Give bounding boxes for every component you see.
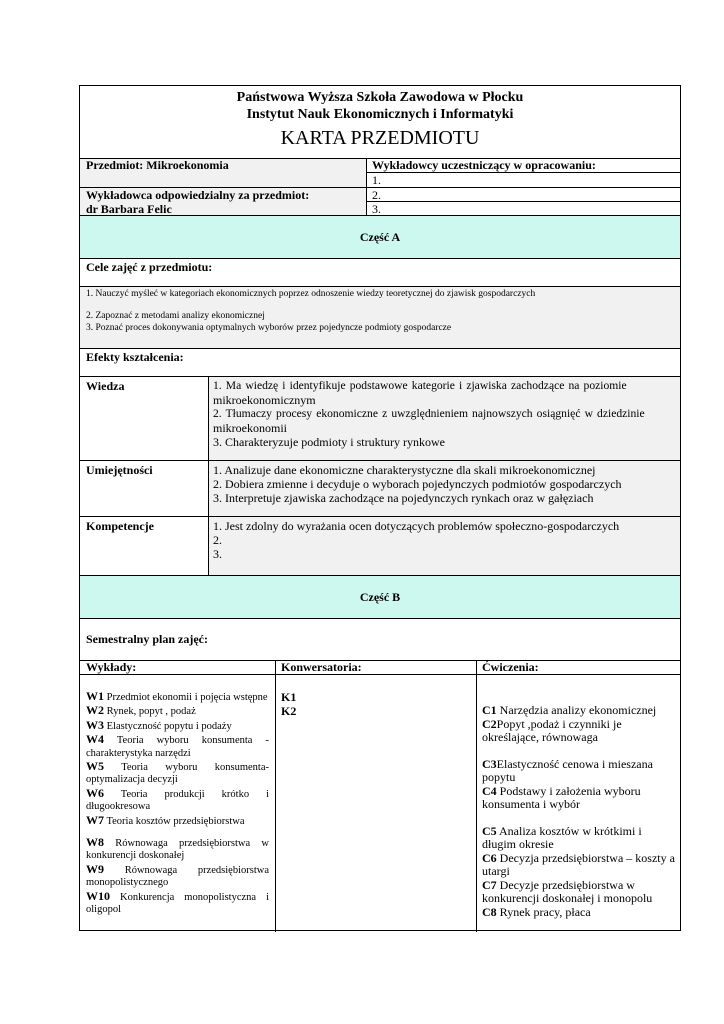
wiedza-label: Wiedza bbox=[86, 379, 125, 393]
exercise-item: C7 Decyzje przedsiębiorstwa w konkurencji doskonałej i monopolu bbox=[482, 877, 653, 905]
lecture-item: W8 Równowaga przedsiębiorstwa w konkurencji doskonałej bbox=[86, 835, 270, 862]
effects-label: Efekty kształcenia: bbox=[86, 350, 184, 364]
goal-2: 2. Zapoznać z metodami analizy ekonomicznej bbox=[86, 311, 265, 321]
responsible-name: dr Barbara Felic bbox=[86, 202, 172, 216]
part-a-title: Część A bbox=[359, 230, 401, 244]
school-name: Państwowa Wyższa Szkoła Zawodowa w Płocku bbox=[236, 90, 524, 105]
kompetencje-line-3: 3. bbox=[213, 547, 222, 561]
lecture-item: W7 Teoria kosztów przedsiębiorstwa bbox=[86, 812, 245, 827]
kompetencje-line-1: 1. Jest zdolny do wyrażania ocen dotyczących problemów społeczno-gospodarczych bbox=[213, 519, 620, 533]
col-lectures-header: Wykłady: bbox=[86, 660, 137, 674]
lecturers-label: Wykładowcy uczestniczący w opracowaniu: bbox=[372, 158, 596, 172]
exercise-item: C8 Rynek pracy, płaca bbox=[482, 904, 591, 919]
institute-name: Instytut Nauk Ekonomicznych i Informatyki bbox=[246, 107, 514, 122]
document-title: KARTA PRZEDMIOTU bbox=[280, 127, 480, 149]
exercise-item: C6 Decyzja przedsiębiorstwa – koszty a utargi bbox=[482, 850, 675, 878]
conversation-item: K1 bbox=[281, 690, 297, 704]
lecture-item: W2 Rynek, popyt , podaż bbox=[86, 703, 196, 718]
wiedza-line-1: 1. Ma wiedzę i identyfikuje podstawowe kategorie i zjawiska zachodzące na poziomie bbox=[213, 379, 627, 392]
lecturer-slot-3: 3. bbox=[372, 202, 381, 216]
lecturer-slot-2: 2. bbox=[372, 188, 381, 202]
part-b-title: Część B bbox=[359, 590, 401, 604]
lecture-item: W1 Przedmiot ekonomii i pojęcia wstępne bbox=[86, 689, 268, 703]
exercise-item: C2Popyt ,podaż i czynniki je określające, równowaga bbox=[482, 716, 622, 744]
col-exercises-header: Ćwiczenia: bbox=[482, 660, 539, 674]
exercise-item: C4 Podstawy i założenia wyboru konsumenta i wybór bbox=[482, 783, 641, 811]
umiejetnosci-line-2: 2. Dobiera zmienne i decyduje o wyborach pojedynczych podmiotów gospodarczych bbox=[213, 477, 622, 491]
exercises-list bbox=[482, 704, 678, 919]
subject-label: Przedmiot: Mikroekonomia bbox=[86, 158, 229, 172]
plan-label: Semestralny plan zajęć: bbox=[86, 632, 208, 646]
goal-1: 1. Nauczyć myśleć w kategoriach ekonomicznych poprzez odnoszenie wiedzy teoretycznej do zjawisk gospodarczych bbox=[86, 289, 536, 299]
responsible-label: Wykładowca odpowiedzialny za przedmiot: bbox=[86, 188, 310, 202]
wiedza-line-5: 3. Charakteryzuje podmioty i struktury rynkowe bbox=[213, 435, 445, 449]
lectures-list bbox=[86, 690, 269, 917]
kompetencje-label: Kompetencje bbox=[86, 519, 154, 533]
goals-label: Cele zajęć z przedmiotu: bbox=[86, 260, 213, 274]
wiedza-line-3: 2. Tłumaczy procesy ekonomiczne z uwzględnieniem najnowszych osiągnięć w dziedzinie bbox=[213, 407, 645, 420]
lecture-item: W6 Teoria produkcji krótko i długookresowa bbox=[86, 785, 269, 813]
lecturer-slot-1: 1. bbox=[372, 173, 381, 187]
exercise-item: C1 Narzędzia analizy ekonomicznej bbox=[482, 703, 657, 717]
umiejetnosci-line-3: 3. Interpretuje zjawiska zachodzące na pojedynczych rynkach oraz w gałęziach bbox=[213, 491, 594, 505]
lecture-item: W4 Teoria wyboru konsumenta - charakterystyka narzędzi bbox=[86, 732, 270, 759]
kompetencje-line-2: 2. bbox=[213, 533, 222, 547]
lecture-item: W5 Teoria wyboru konsumenta-optymalizacja decyzji bbox=[86, 759, 270, 786]
goal-3: 3. Poznać proces dokonywania optymalnych wyborów przez pojedyncze podmioty gospodarcze bbox=[86, 323, 452, 333]
lecture-item: W10 Konkurencja monopolistyczna i oligopol bbox=[86, 888, 270, 916]
lecture-item: W3 Elastyczność popytu i podaży bbox=[86, 717, 232, 732]
col-conversations-header: Konwersatoria: bbox=[281, 660, 362, 674]
conversation-item: K2 bbox=[281, 704, 297, 718]
exercise-item: C3Elastyczność cenowa i mieszana popytu bbox=[482, 756, 653, 784]
wiedza-line-2: mikroekonomicznym bbox=[213, 393, 316, 407]
umiejetnosci-line-1: 1. Analizuje dane ekonomiczne charakterystyczne dla skali mikroekonomicznej bbox=[213, 463, 596, 477]
course-card bbox=[79, 85, 681, 931]
umiejetnosci-label: Umiejętności bbox=[86, 463, 153, 477]
wiedza-line-4: mikroekonomii bbox=[213, 421, 287, 435]
exercise-item: C5 Analiza kosztów w krótkimi i długim okresie bbox=[482, 823, 642, 851]
lecture-item: W9 Równowaga przedsiębiorstwa monopolistycznego bbox=[86, 861, 269, 889]
